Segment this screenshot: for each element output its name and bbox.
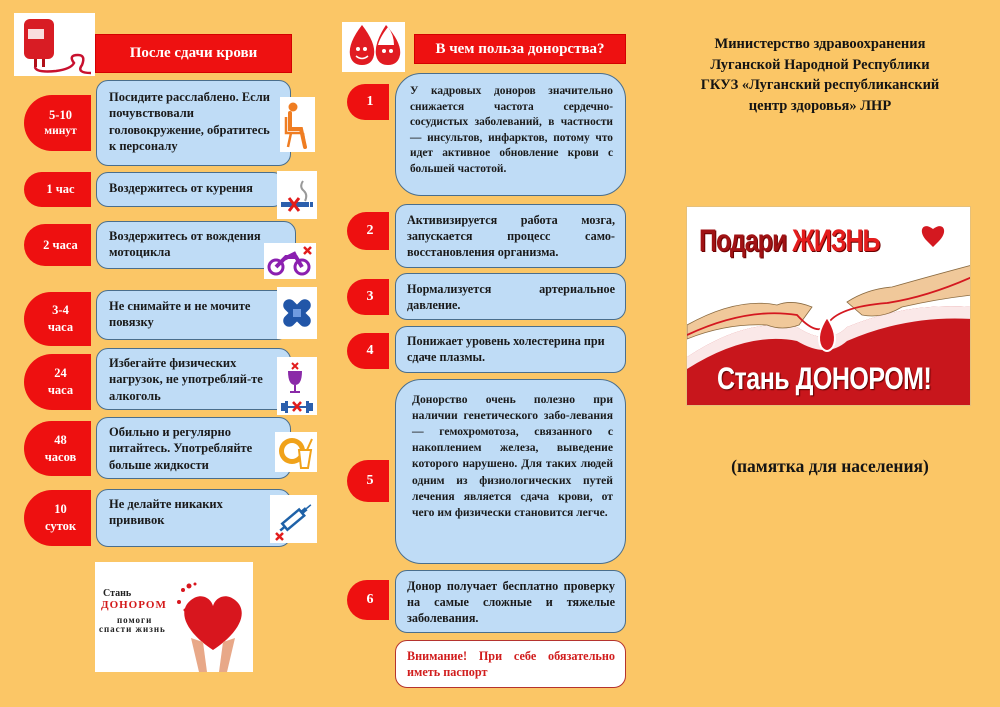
benefit-box-6	[395, 570, 626, 633]
advice-text: Избегайте физических нагрузок, не употребляй-те алкоголь	[109, 356, 263, 403]
advice-text: Не делайте никаких прививок	[109, 497, 223, 528]
time-value: 24	[54, 366, 67, 381]
poster-line-3: помоги	[117, 615, 153, 625]
time-value: 2 часа	[43, 237, 78, 252]
become-donor-poster	[95, 562, 253, 672]
poster-line-2: ДОНОРОМ	[101, 599, 167, 611]
become-donor-title: Стань ДОНОРОМ!	[717, 361, 932, 397]
org-line: Луганской Народной Республики	[710, 56, 930, 73]
no-motorcycle-icon	[264, 243, 316, 279]
benefit-number-3	[347, 279, 389, 315]
blood-drops-mascot	[342, 22, 405, 72]
advice-box-no-vaccination	[96, 489, 291, 547]
title-part: Подари	[699, 223, 793, 259]
title-accent: ЖИЗНЬ	[792, 223, 880, 259]
benefit-box-3	[395, 273, 626, 320]
poster-line-1: Стань	[103, 588, 132, 599]
give-life-poster	[686, 206, 971, 406]
benefit-number-6	[347, 580, 389, 620]
time-tab-5-10-min	[24, 95, 91, 151]
organization-title	[660, 34, 980, 116]
passport-warning	[395, 640, 626, 688]
org-line: центр здоровья» ЛНР	[748, 97, 892, 114]
advice-box-rest	[96, 80, 291, 166]
benefit-text: У кадровых доноров значительно снижается частота сердечно-сосудистых заболеваний, в частности — инсультов, инфарктов, потому что идет активное обновление крови с большей частотой.	[410, 85, 613, 175]
advice-text: Воздержитесь от вождения мотоцикла	[109, 229, 261, 260]
time-unit: часов	[44, 449, 77, 464]
time-unit: суток	[44, 519, 77, 533]
org-line: ГКУЗ «Луганский республиканский	[700, 77, 940, 94]
advice-text: Посидите расслаблено. Если почувствовали головокружение, обратитесь к персоналу	[109, 90, 270, 153]
benefit-text: Донорство очень полезно при наличии генетического забо-левания — гемохромотоза, связанного с накоплением железа, выведение которого нарушено. Для таких людей одним из физиологических путей лечения является сдача крови, от чего им физически становится легче.	[412, 393, 613, 519]
advice-text: Воздержитесь от курения	[109, 181, 253, 195]
benefit-number: 4	[366, 343, 374, 358]
benefit-box-2	[395, 204, 626, 268]
time-tab-10-days	[24, 490, 91, 546]
time-tab-3-4-hours	[24, 292, 91, 346]
memo-caption: (памятка для населения)	[731, 456, 929, 476]
donation-benefits-header-text: В чем польза донорства?	[435, 40, 605, 57]
heart-in-hands-icon	[173, 580, 253, 672]
advice-box-bandage	[96, 290, 289, 340]
benefit-number: 3	[366, 289, 374, 304]
advice-text: Обильно и регулярно питайтесь. Употребляйте больше жидкости	[109, 425, 253, 472]
time-unit: часа	[47, 320, 74, 334]
benefit-number: 6	[366, 592, 374, 607]
blood-bag-icon	[16, 15, 94, 75]
time-value: 3-4	[52, 303, 69, 318]
time-value: 10	[54, 502, 67, 517]
time-tab-2-hours	[24, 224, 91, 266]
benefit-number: 5	[366, 473, 374, 488]
benefit-box-1	[395, 73, 626, 196]
time-value: 1 час	[46, 182, 75, 197]
time-value: 5-10	[49, 107, 72, 122]
benefit-number-1	[347, 84, 389, 120]
after-donation-header-text: После сдачи крови	[129, 45, 258, 61]
benefit-text: Понижает уровень холестерина при сдаче плазмы.	[407, 334, 605, 364]
after-donation-header	[95, 34, 292, 73]
benefit-number-5	[347, 460, 389, 502]
benefit-number-2	[347, 212, 389, 250]
no-vaccination-icon	[270, 495, 317, 543]
benefit-number-4	[347, 333, 389, 369]
warning-text: Внимание! При себе обязательно иметь паспорт	[407, 649, 615, 680]
no-smoking-icon	[277, 171, 317, 219]
advice-text: Не снимайте и не мочите повязку	[109, 299, 251, 330]
org-line: Министерство здравоохранения	[714, 36, 926, 52]
time-value: 48	[54, 432, 67, 447]
advice-box-no-smoking	[96, 172, 285, 207]
benefit-box-5	[395, 379, 626, 564]
benefit-text: Донор получает бесплатно проверку на самые сложные и тяжелые заболевания.	[407, 579, 615, 626]
time-unit: минут	[44, 124, 77, 137]
time-tab-1-hour	[24, 172, 91, 207]
benefit-number: 2	[366, 223, 374, 238]
blood-drop-characters-icon	[344, 23, 404, 71]
time-unit: часа	[47, 383, 74, 397]
benefit-box-4	[395, 326, 626, 373]
give-life-title	[699, 223, 880, 259]
sitting-person-icon	[280, 97, 315, 152]
bandage-icon	[277, 287, 317, 339]
benefit-text: Нормализуется артериальное давление.	[407, 282, 615, 313]
time-tab-24-hours	[24, 354, 91, 410]
blood-bag-image	[14, 13, 95, 76]
no-alcohol-no-exercise-icon	[277, 357, 317, 415]
benefit-text: Активизируется работа мозга, запускается процесс само-восстановления организма.	[407, 213, 615, 260]
advice-box-no-alcohol	[96, 348, 291, 410]
poster-line-4: спасти жизнь	[99, 624, 166, 634]
donation-benefits-header	[414, 34, 626, 64]
advice-box-eat-drink	[96, 417, 291, 479]
benefit-number: 1	[366, 94, 374, 109]
time-tab-48-hours	[24, 421, 91, 476]
food-drink-icon	[275, 432, 317, 472]
